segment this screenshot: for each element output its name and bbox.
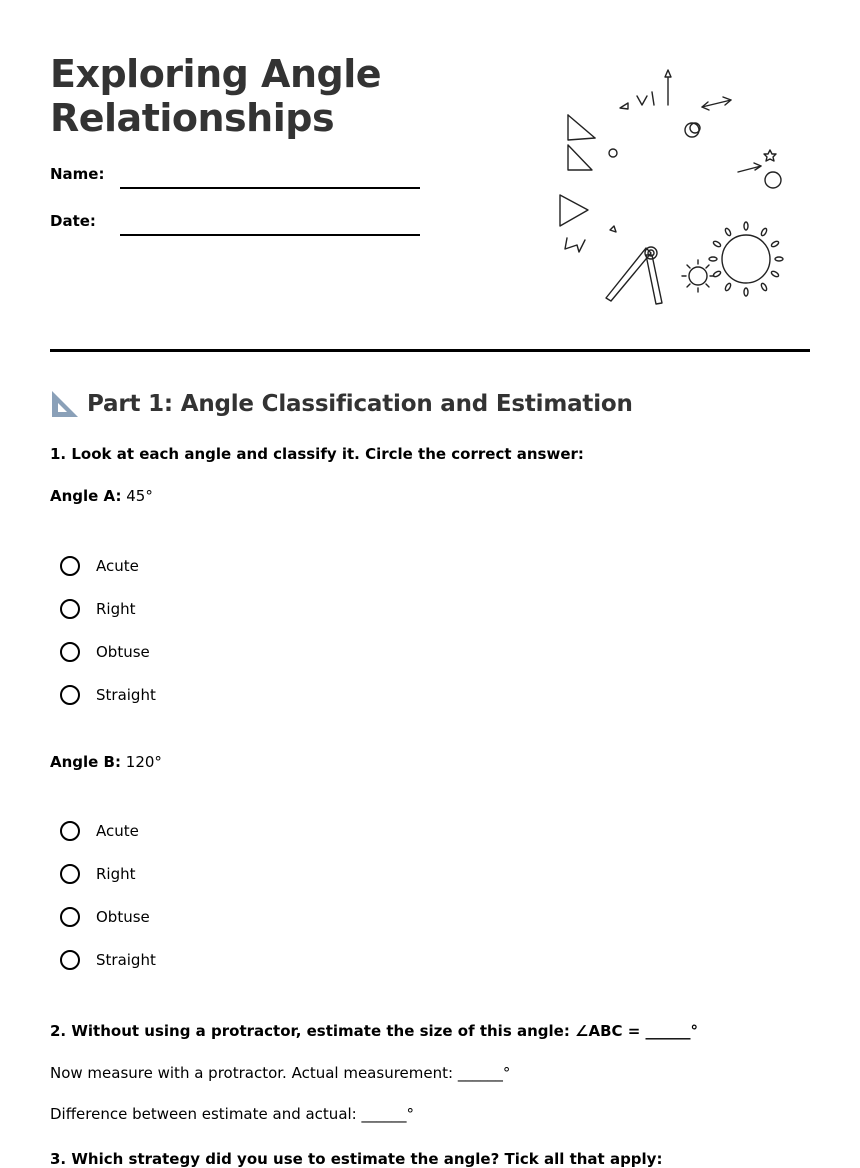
part1-heading	[50, 388, 633, 420]
angle-b-option-right[interactable]	[60, 861, 136, 887]
angle-b-name: Angle B:	[50, 753, 121, 771]
radio-circle[interactable]	[60, 685, 80, 705]
angle-a-option-right[interactable]	[60, 596, 136, 622]
angle-b-value: 120°	[125, 753, 162, 771]
difference-line: Difference between estimate and actual: ______°	[50, 1105, 414, 1123]
radio-circle[interactable]	[60, 556, 80, 576]
angle-b-option-obtuse[interactable]	[60, 904, 150, 930]
angle-a-option-straight[interactable]	[60, 682, 156, 708]
option-label: Straight	[96, 951, 156, 969]
option-label: Right	[96, 865, 136, 883]
worksheet-title	[50, 52, 381, 140]
actual-measurement-line: Now measure with a protractor. Actual measurement: ______°	[50, 1064, 511, 1082]
option-label: Straight	[96, 686, 156, 704]
header-divider	[50, 349, 810, 352]
part1-title: Part 1: Angle Classification and Estimation	[87, 391, 633, 417]
date-field[interactable]	[120, 234, 420, 236]
angle-a-value: 45°	[126, 487, 153, 505]
date-label: Date:	[50, 212, 96, 230]
question-1: 1. Look at each angle and classify it. Circle the correct answer:	[50, 445, 584, 463]
option-label: Obtuse	[96, 908, 150, 926]
angle-b-option-straight[interactable]	[60, 947, 156, 973]
option-label: Acute	[96, 822, 139, 840]
radio-circle[interactable]	[60, 642, 80, 662]
radio-circle[interactable]	[60, 864, 80, 884]
angle-b-label	[50, 753, 162, 771]
angle-a-option-acute[interactable]	[60, 553, 139, 579]
angle-a-label	[50, 487, 153, 505]
name-field[interactable]	[120, 187, 420, 189]
title-line-1: Exploring Angle	[50, 52, 382, 96]
radio-circle[interactable]	[60, 907, 80, 927]
radio-circle[interactable]	[60, 821, 80, 841]
option-label: Obtuse	[96, 643, 150, 661]
option-label: Acute	[96, 557, 139, 575]
set-square-icon	[50, 389, 80, 419]
radio-circle[interactable]	[60, 599, 80, 619]
geometry-illustration	[550, 60, 800, 320]
angle-a-name: Angle A:	[50, 487, 122, 505]
angle-b-option-acute[interactable]	[60, 818, 139, 844]
title-line-2: Relationships	[50, 96, 335, 140]
radio-circle[interactable]	[60, 950, 80, 970]
question-3: 3. Which strategy did you use to estimate the angle? Tick all that apply:	[50, 1150, 663, 1168]
question-2: 2. Without using a protractor, estimate the size of this angle: ∠ABC = ______°	[50, 1022, 699, 1040]
option-label: Right	[96, 600, 136, 618]
name-label: Name:	[50, 165, 105, 183]
angle-a-option-obtuse[interactable]	[60, 639, 150, 665]
